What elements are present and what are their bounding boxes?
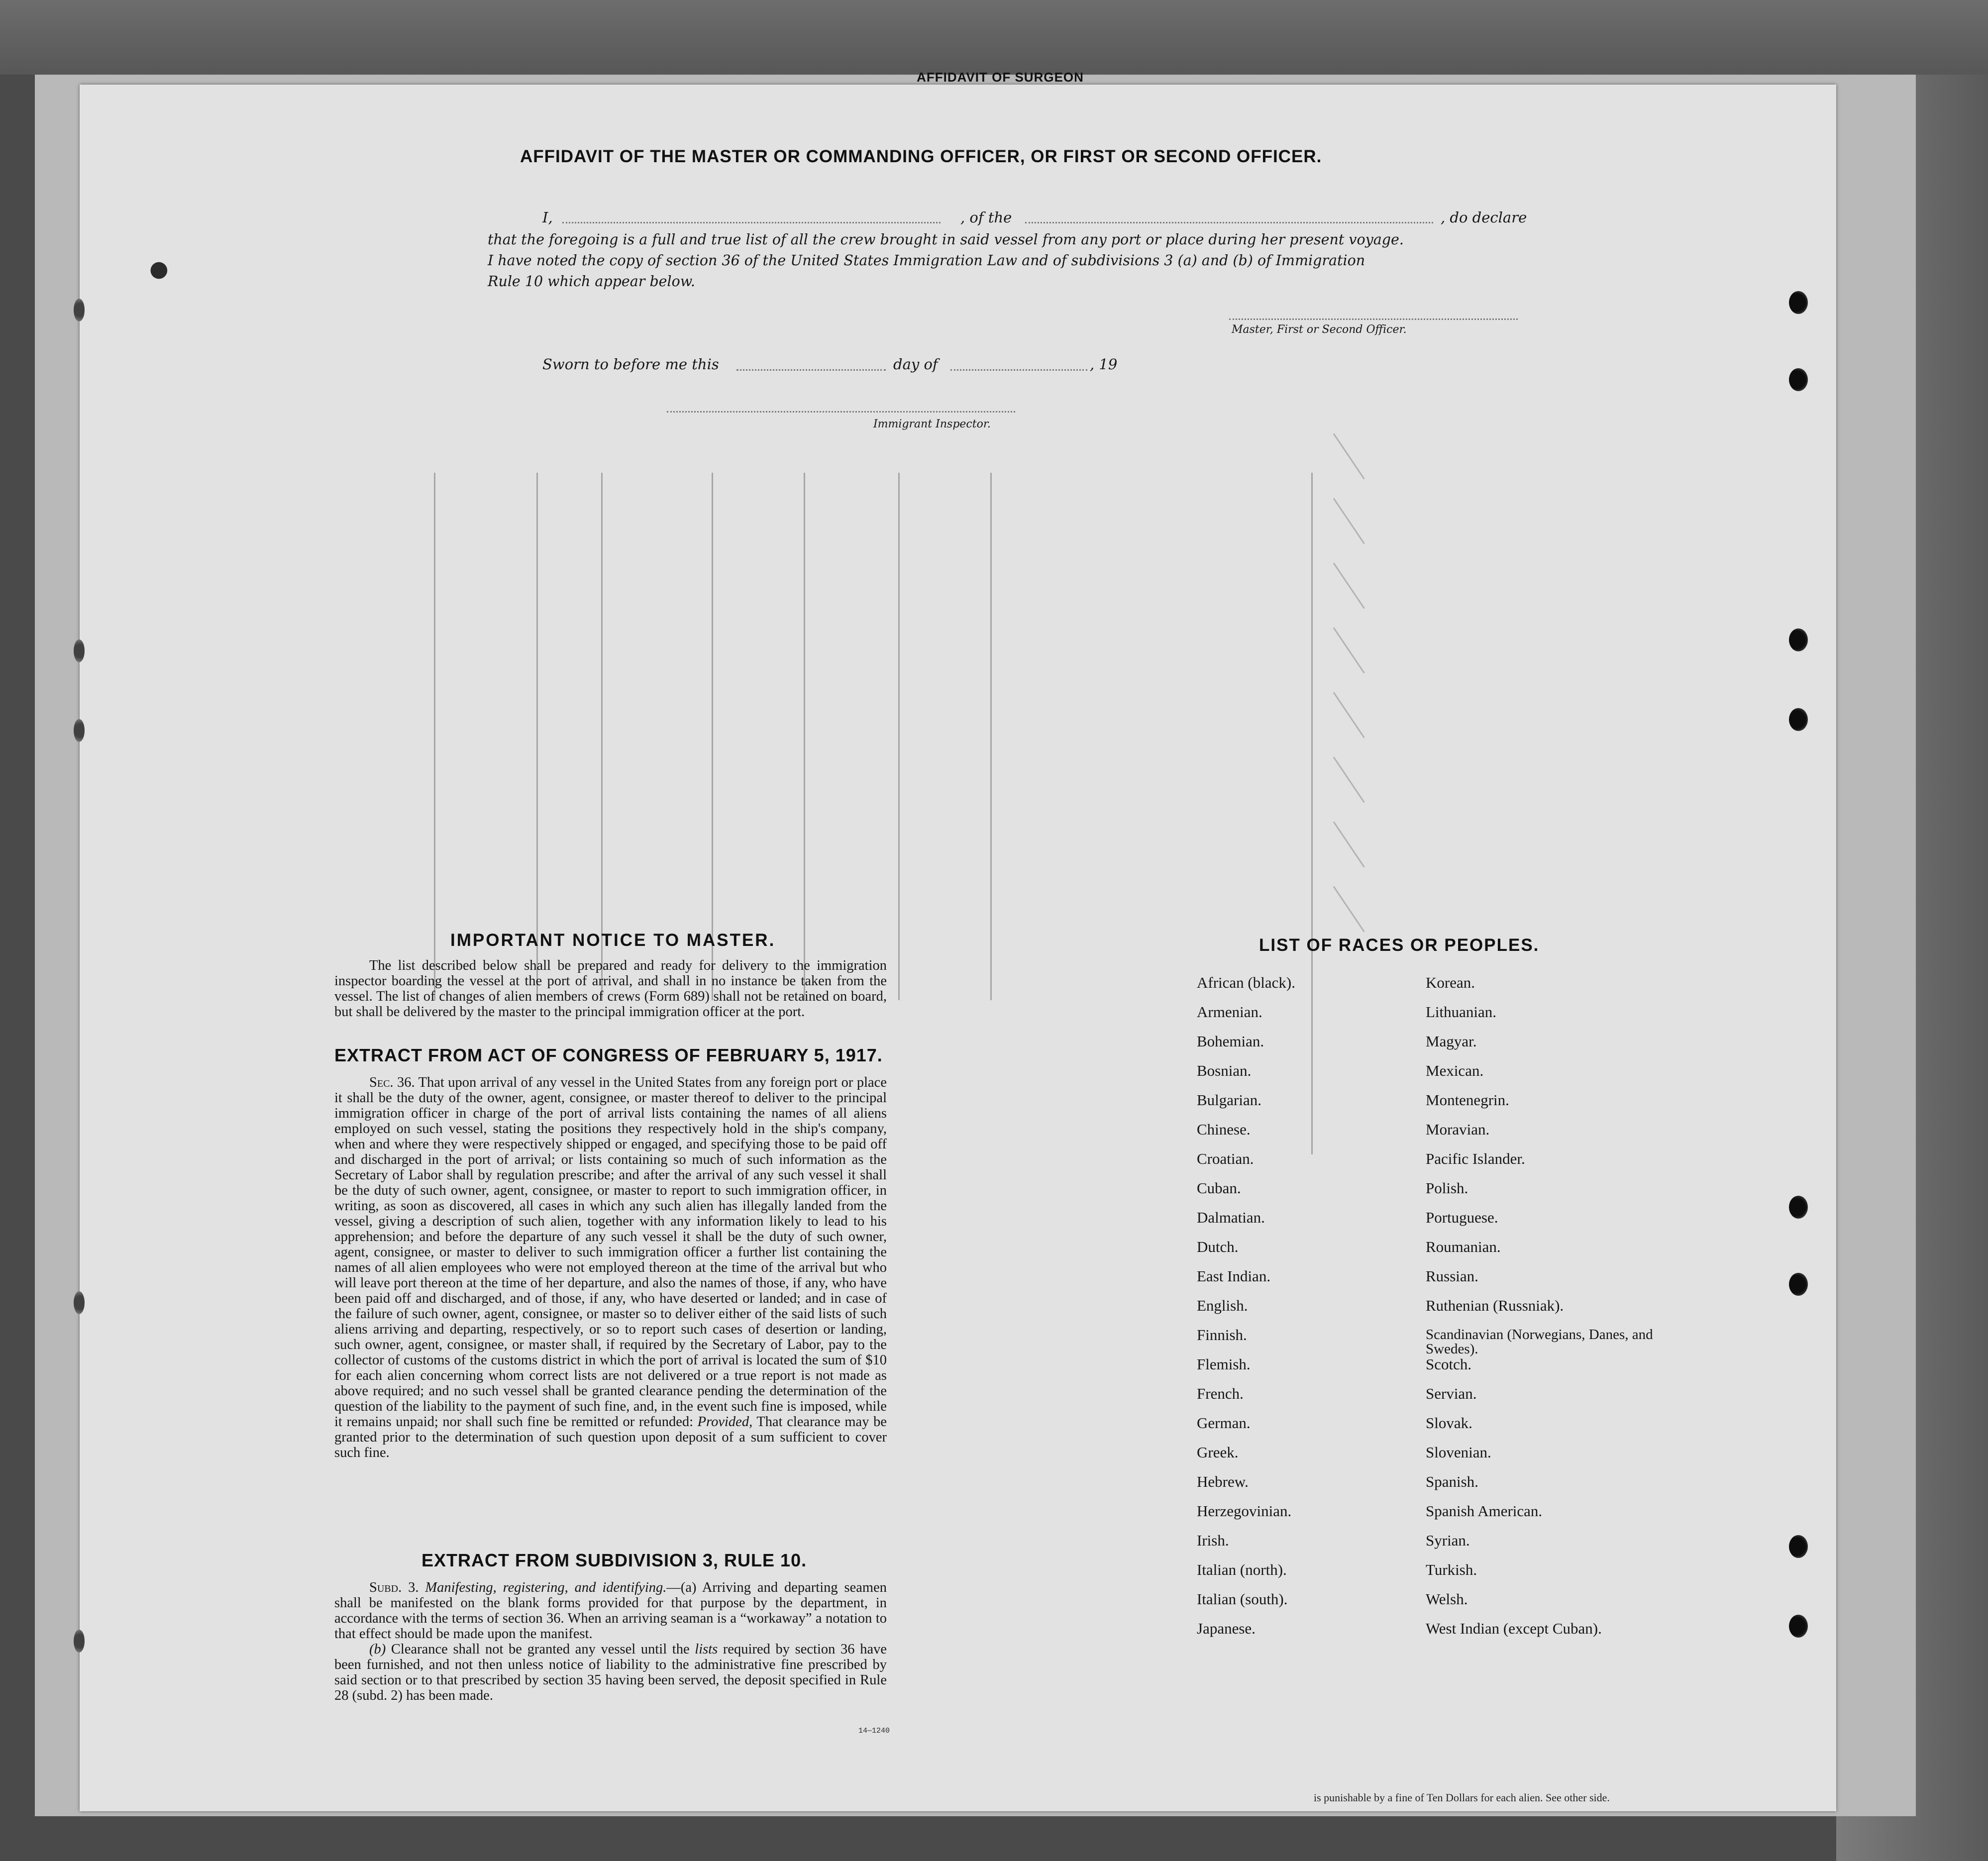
affidavit-line-2: that the foregoing is a full and true list of all the crew brought in said vessel from any port or place during her present voyage.	[488, 231, 1404, 248]
punch-hole	[74, 719, 85, 742]
notice-paragraph: The list described below shall be prepared and ready for delivery to the immigration inspector boarding the vessel at the port of arrival, and shall in no instance be taken from the vessel. The list of changes of alien members of crews (Form 689) shall not be retained on board, but shall be delivered by the master to the principal immigration officer at the port.	[334, 958, 887, 1020]
sworn-day-of: day of	[893, 356, 938, 373]
column-rule	[712, 473, 713, 1000]
rule-paragraph-a	[334, 1580, 887, 1642]
race-item: Syrian.	[1426, 1532, 1470, 1549]
race-item: Italian (south).	[1197, 1590, 1288, 1608]
race-item: Herzegovinian.	[1197, 1502, 1292, 1520]
affidavit-line-3: I have noted the copy of section 36 of the United States Immigration Law and of subdivisions 3 (a) and (b) of Immigration	[488, 252, 1365, 269]
race-item: English.	[1197, 1297, 1248, 1314]
scanner-backdrop-top	[0, 0, 1988, 75]
race-item: Hebrew.	[1197, 1473, 1249, 1490]
race-item: Slovak.	[1426, 1414, 1472, 1432]
race-item: Bulgarian.	[1197, 1091, 1261, 1109]
act-text-part1: That upon arrival of any vessel in the United States from any foreign port or place it shall be the duty of the owner, agent, consignee, or master thereof to deliver to the principal immigration officer in charge of the port of arrival lists containing the names of all aliens employed on such vessel, stating the positions they respectively hold in the ship's company, when and where they were respectively shipped or engaged, and specifying those to be paid off and discharged in the port of arrival; or lists containing so much of such information as the Secretary of Labor shall by regulation prescribe; and after the arrival of any such vessel it shall be the duty of such owner, agent, consignee, or master to report to such immigration officer, in writing, as soon as discovered, all cases in which any such alien has illegally landed from the vessel, giving a description of such alien, together with any information likely to lead to his apprehension; and before the departure of any such vessel it shall be the duty of such owner, agent, consignee, or master to deliver to such immigration officer a further list containing the names of all alien employees who were not employed thereon at the time of the arrival but who will leave port thereon at the time of her departure, and also the names of those, if any, who have been paid off and discharged, and of those, if any, who have deserted or landed; and in case of the failure of such owner, agent, consignee, or master so to deliver either of the said lists of such aliens arriving and departing, respectively, or so to report such cases of desertion or landing, such owner, agent, consignee, or master shall, if required by the Secretary of Labor, pay to the collector of customs of the customs district in which the port of arrival is located the sum of $10 for each alien concerning whom correct lists are not delivered or a true report is not made as above required; and no such vessel shall be granted clearance pending the determination of the question of the liability to the payment of such fine, and, in the event such fine is imposed, while it remains unpaid; nor shall such fine be remitted or refunded:	[334, 1075, 887, 1430]
rule-para-b-label: (b)	[369, 1642, 386, 1657]
signature-blank	[1229, 318, 1518, 320]
bleed-mark	[1333, 563, 1365, 609]
column-rule	[990, 473, 992, 1000]
race-item: Dalmatian.	[1197, 1209, 1265, 1226]
race-item: Montenegrin.	[1426, 1091, 1509, 1109]
race-item: Servian.	[1426, 1385, 1477, 1402]
column-rule	[434, 473, 435, 1000]
race-item: Dutch.	[1197, 1238, 1239, 1255]
punch-hole	[1789, 1535, 1808, 1558]
punch-hole	[74, 1291, 85, 1314]
column-rule	[804, 473, 805, 1000]
punch-hole	[1789, 628, 1808, 651]
notice-text	[334, 958, 887, 1020]
column-rule	[536, 473, 538, 1000]
bleed-mark	[1333, 757, 1365, 803]
rule-heading: EXTRACT FROM SUBDIVISION 3, RULE 10.	[421, 1550, 807, 1570]
race-item: African (black).	[1197, 974, 1295, 991]
act-paragraph	[334, 1075, 887, 1460]
race-item: Lithuanian.	[1426, 1003, 1497, 1021]
bleed-mark	[1333, 627, 1365, 674]
punch-hole	[1789, 1615, 1808, 1638]
punch-hole	[1789, 291, 1808, 314]
race-item: Portuguese.	[1426, 1209, 1498, 1226]
race-item: Welsh.	[1426, 1590, 1468, 1608]
punch-hole	[1789, 368, 1808, 391]
race-item: Polish.	[1426, 1179, 1468, 1197]
race-item: Ruthenian (Russniak).	[1426, 1297, 1564, 1314]
declare-i: I,	[542, 209, 553, 226]
race-item: Greek.	[1197, 1444, 1239, 1461]
signature-label: Master, First or Second Officer.	[1232, 323, 1407, 336]
declare-of-the: , of the	[960, 209, 1012, 226]
act-text-part2: That clearance may be granted prior to the determination of such question upon deposit of a sum sufficient to cover such fine.	[334, 1414, 887, 1460]
sworn-year: , 19	[1090, 356, 1118, 373]
race-item: Scotch.	[1426, 1355, 1472, 1373]
punch-hole	[74, 299, 85, 321]
race-item: Japanese.	[1197, 1620, 1256, 1637]
act-section-label: Sec. 36.	[369, 1075, 415, 1090]
punch-hole	[74, 639, 85, 662]
bleed-mark	[1333, 498, 1365, 544]
race-item: Pacific Islander.	[1426, 1150, 1525, 1167]
punch-hole	[74, 1630, 85, 1653]
race-item: Korean.	[1426, 974, 1475, 991]
column-rule	[601, 473, 603, 1000]
sworn-day-blank	[736, 369, 886, 371]
notice-heading: IMPORTANT NOTICE TO MASTER.	[450, 930, 776, 950]
race-item: West Indian (except Cuban).	[1426, 1620, 1602, 1637]
race-item: Moravian.	[1426, 1121, 1490, 1138]
punch-hole	[1789, 1196, 1808, 1219]
race-item: Bohemian.	[1197, 1033, 1264, 1050]
race-item: German.	[1197, 1414, 1251, 1432]
race-item: Armenian.	[1197, 1003, 1262, 1021]
rule-para-b-lists: lists	[695, 1642, 718, 1657]
bleed-mark	[1333, 886, 1365, 932]
race-item: Magyar.	[1426, 1033, 1477, 1050]
inspector-label: Immigrant Inspector.	[873, 418, 991, 430]
name-blank	[562, 222, 941, 223]
races-list	[1197, 975, 1674, 1651]
rule-paragraph-b	[334, 1642, 887, 1703]
bleed-mark	[1333, 692, 1365, 738]
rule-para-a: —(a) Arriving and departing seamen shall be manifested on the blank forms provided for that purpose by the department, in accordance with the terms of section 36. When an arriving seaman is a “workaway” a notation to that effect should be made upon the manifest.	[334, 1580, 887, 1642]
race-item: Flemish.	[1197, 1355, 1251, 1373]
rule-para-b-2: required by section 36 have been furnished, and not then unless notice of liability to the administrative fine prescribed by said section or to that prescribed by section 35 having been served, the deposit specified in Rule 28 (subd. 2) has been made.	[334, 1642, 887, 1703]
sworn-text: Sworn to before me this	[542, 356, 719, 373]
race-item: Chinese.	[1197, 1121, 1251, 1138]
race-item: Mexican.	[1426, 1062, 1484, 1079]
rule-subd-title: Manifesting, registering, and identifying.	[425, 1580, 667, 1595]
race-item: Italian (north).	[1197, 1561, 1287, 1578]
act-provided: Provided,	[697, 1414, 753, 1430]
race-item: Bosnian.	[1197, 1062, 1252, 1079]
race-item: Scandinavian (Norwegians, Danes, and Swedes).	[1426, 1327, 1653, 1357]
rule-subd-label: Subd. 3.	[369, 1580, 419, 1595]
vessel-blank	[1025, 222, 1433, 223]
race-item: Turkish.	[1426, 1561, 1477, 1578]
race-item: Croatian.	[1197, 1150, 1254, 1167]
bottom-strip-text: is punishable by a fine of Ten Dollars for each alien. See other side.	[1314, 1791, 1610, 1804]
race-item: Spanish American.	[1426, 1502, 1543, 1520]
affidavit-line-4: Rule 10 which appear below.	[488, 273, 695, 290]
inspector-blank	[667, 411, 1015, 413]
punch-hole	[1789, 1273, 1808, 1296]
ink-blot: ●	[148, 255, 170, 283]
bleed-mark	[1333, 822, 1365, 868]
affidavit-title: AFFIDAVIT OF THE MASTER OR COMMANDING OFFICER, OR FIRST OR SECOND OFFICER.	[520, 147, 1322, 166]
race-item: East Indian.	[1197, 1267, 1271, 1285]
form-code: 14—1240	[858, 1727, 890, 1735]
act-text	[334, 1075, 887, 1460]
race-item: French.	[1197, 1385, 1244, 1402]
rule-para-b-1: Clearance shall not be granted any vessel until the	[391, 1642, 690, 1657]
strip-heading: AFFIDAVIT OF SURGEON	[917, 70, 1084, 85]
sworn-month-blank	[950, 369, 1087, 371]
race-item: Cuban.	[1197, 1179, 1241, 1197]
race-item: Finnish.	[1197, 1326, 1247, 1344]
race-item: Spanish.	[1426, 1473, 1478, 1490]
punch-hole	[1789, 708, 1808, 731]
rule-text	[334, 1580, 887, 1703]
race-item: Slovenian.	[1426, 1444, 1491, 1461]
race-item: Irish.	[1197, 1532, 1229, 1549]
race-item: Russian.	[1426, 1267, 1478, 1285]
race-item: Roumanian.	[1426, 1238, 1501, 1255]
column-rule	[898, 473, 900, 1000]
bleed-mark	[1333, 433, 1365, 480]
act-heading: EXTRACT FROM ACT OF CONGRESS OF FEBRUARY 5, 1917.	[334, 1045, 883, 1065]
races-heading: LIST OF RACES OR PEOPLES.	[1259, 935, 1540, 955]
declare-end: , do declare	[1441, 209, 1527, 226]
